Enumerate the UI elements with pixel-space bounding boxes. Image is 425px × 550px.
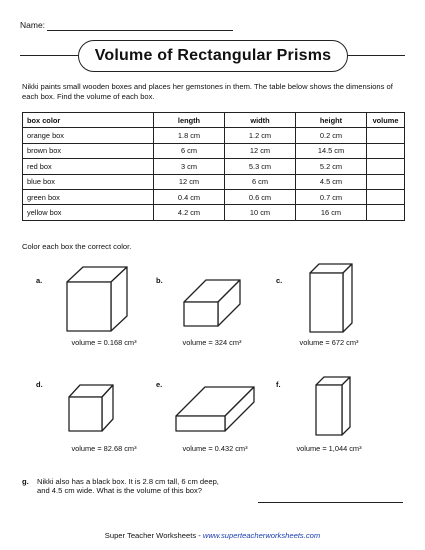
- question-g-text: Nikki also has a black box. It is 2.8 cm tall, 6 cm deep, and 4.5 cm wide. What is the volume of this box?: [37, 477, 219, 496]
- box-e-volume: volume = 0.432 cm³: [182, 444, 248, 453]
- cell-length: 6 cm: [154, 143, 225, 158]
- footer: [0, 531, 425, 540]
- cell-color: brown box: [23, 143, 154, 158]
- cell-color: blue box: [23, 174, 154, 189]
- cell-width: 5.3 cm: [225, 159, 296, 174]
- cell-color: red box: [23, 159, 154, 174]
- cell-width: 0.6 cm: [225, 189, 296, 204]
- footer-text: Super Teacher Worksheets -: [104, 531, 203, 540]
- dimensions-table: [22, 112, 405, 221]
- cell-height: 14.5 cm: [296, 143, 367, 158]
- table-row: [23, 159, 405, 174]
- box-d-letter: d.: [36, 380, 43, 389]
- cell-height: 16 cm: [296, 205, 367, 220]
- cell-color: orange box: [23, 128, 154, 143]
- table-row: [23, 143, 405, 158]
- box-b-volume: volume = 324 cm³: [182, 338, 242, 347]
- intro-text: Nikki paints small wooden boxes and places her gemstones in them. The table below shows the dimensions of each box. Find the volume of each box.: [22, 82, 393, 101]
- header-length: length: [154, 113, 225, 128]
- box-b-prism[interactable]: [183, 279, 243, 329]
- table-row: [23, 174, 405, 189]
- cell-height: 0.2 cm: [296, 128, 367, 143]
- box-a-volume: volume = 0.168 cm³: [71, 338, 137, 347]
- cell-color: green box: [23, 189, 154, 204]
- header-box-color: box color: [23, 113, 154, 128]
- header-width: width: [225, 113, 296, 128]
- page-title: Volume of Rectangular Prisms: [94, 47, 332, 64]
- answer-line-g[interactable]: [258, 502, 403, 503]
- box-c-volume: volume = 672 cm³: [299, 338, 359, 347]
- box-c-prism[interactable]: [309, 263, 355, 335]
- box-b-letter: b.: [156, 276, 163, 285]
- cell-volume-answer[interactable]: [367, 143, 405, 158]
- box-d-prism[interactable]: [68, 384, 116, 434]
- cell-volume-answer[interactable]: [367, 174, 405, 189]
- cell-length: 4.2 cm: [154, 205, 225, 220]
- question-g-letter: g.: [22, 477, 29, 486]
- cell-height: 0.7 cm: [296, 189, 367, 204]
- box-d-volume: volume = 82.68 cm³: [71, 444, 137, 453]
- name-line[interactable]: [47, 30, 233, 31]
- question-g: [22, 477, 232, 495]
- name-label: Name:: [20, 20, 46, 30]
- box-e-prism[interactable]: [175, 386, 257, 434]
- box-a-prism[interactable]: [66, 266, 130, 332]
- cell-width: 1.2 cm: [225, 128, 296, 143]
- cell-volume-answer[interactable]: [367, 159, 405, 174]
- cell-width: 10 cm: [225, 205, 296, 220]
- box-e-letter: e.: [156, 380, 163, 389]
- cell-width: 12 cm: [225, 143, 296, 158]
- cell-height: 4.5 cm: [296, 174, 367, 189]
- cell-volume-answer[interactable]: [367, 128, 405, 143]
- box-f-volume: volume = 1,044 cm³: [296, 444, 362, 453]
- cell-volume-answer[interactable]: [367, 189, 405, 204]
- header-volume: volume: [367, 113, 405, 128]
- title-rule-left: [20, 55, 78, 56]
- title-rule-right: [347, 55, 405, 56]
- footer-link[interactable]: www.superteacherworksheets.com: [202, 531, 321, 540]
- cell-color: yellow box: [23, 205, 154, 220]
- table-header-row: [23, 113, 405, 128]
- cell-length: 1.8 cm: [154, 128, 225, 143]
- cell-length: 0.4 cm: [154, 189, 225, 204]
- color-instruction: Color each box the correct color.: [22, 242, 132, 251]
- cell-height: 5.2 cm: [296, 159, 367, 174]
- cell-width: 6 cm: [225, 174, 296, 189]
- box-a-letter: a.: [36, 276, 43, 285]
- table-row: [23, 189, 405, 204]
- cell-volume-answer[interactable]: [367, 205, 405, 220]
- box-f-prism[interactable]: [315, 376, 353, 438]
- box-c-letter: c.: [276, 276, 283, 285]
- table-row: [23, 128, 405, 143]
- table-row: [23, 205, 405, 220]
- header-height: height: [296, 113, 367, 128]
- cell-length: 3 cm: [154, 159, 225, 174]
- cell-length: 12 cm: [154, 174, 225, 189]
- box-f-letter: f.: [276, 380, 281, 389]
